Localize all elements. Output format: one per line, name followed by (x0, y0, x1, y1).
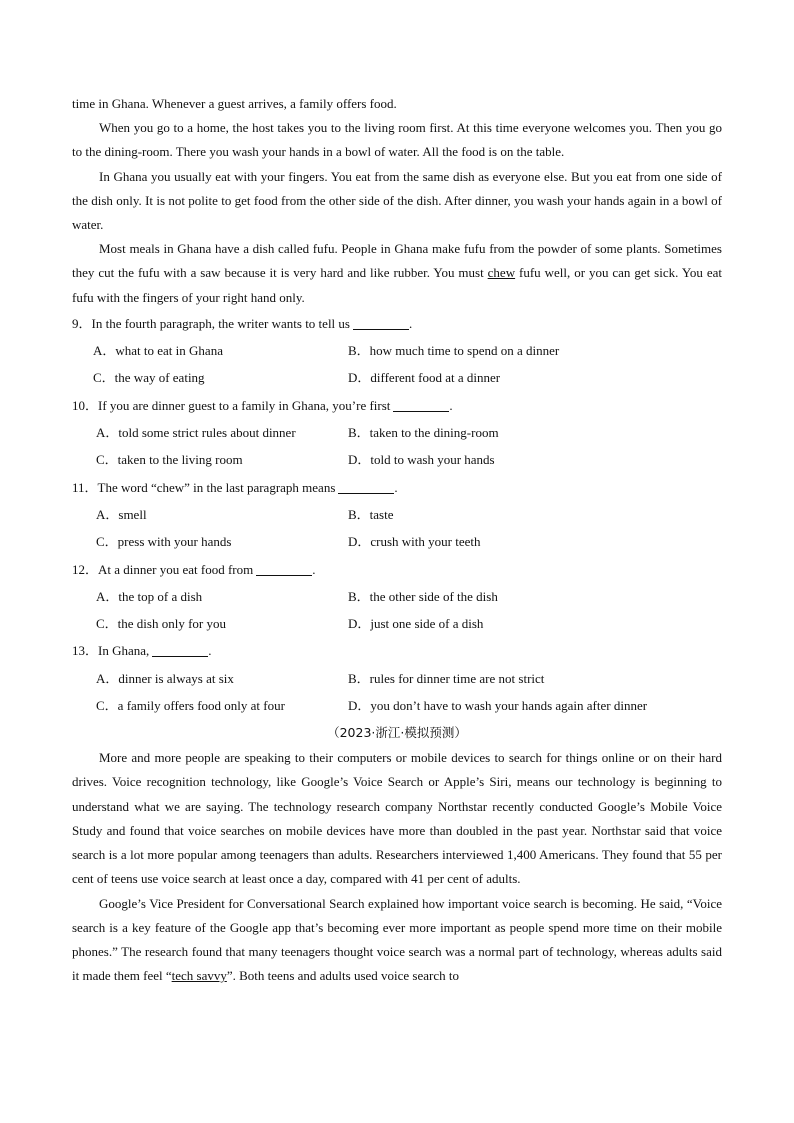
option-d[interactable]: D．crush with your teeth (348, 534, 481, 550)
option-b[interactable]: B．the other side of the dish (348, 588, 498, 604)
option-d[interactable]: D．just one side of a dish (348, 616, 484, 632)
question-9 (72, 310, 722, 392)
question-10 (72, 392, 722, 474)
underlined-phrase-tech-savvy: tech savvy (171, 968, 227, 984)
option-d[interactable]: D．different food at a dinner (348, 370, 501, 386)
option-a[interactable]: A．what to eat in Ghana (93, 343, 223, 359)
answer-blank (338, 481, 394, 494)
option-b[interactable]: B．taste (348, 506, 394, 522)
question-stem: 12．At a dinner you eat food from . (72, 561, 316, 577)
underlined-word-chew: chew (487, 265, 516, 281)
option-a[interactable]: A．told some strict rules about dinner (96, 425, 296, 441)
option-a[interactable]: A．dinner is always at six (96, 670, 234, 686)
option-c[interactable]: C．press with your hands (96, 534, 232, 550)
passage1-paragraph-0: time in Ghana. Whenever a guest arrives, a family offers food. (72, 96, 397, 111)
passage1-paragraph-1: When you go to a home, the host takes you to the living room first. At this time everyone welcomes you. Then you go to the dining-room. There you wash your hands in a bowl of water. All the food is on the table. (72, 120, 722, 160)
option-c[interactable]: C．the dish only for you (96, 616, 226, 632)
document-page (72, 92, 722, 988)
question-12 (72, 556, 722, 638)
option-c[interactable]: C．taken to the living room (96, 452, 243, 468)
question-stem: 13．In Ghana, . (72, 643, 212, 659)
question-11 (72, 474, 722, 556)
answer-blank (256, 563, 312, 576)
passage2-paragraph-1: More and more people are speaking to their computers or mobile devices to search for things online or on their hard drives. Voice recognition technology, like Google’s Voice Search or Apple’s Siri, means our technology is beginning to understand what we are saying. The technology research company Northstar recently conducted Google’s Mobile Voice Study and found that voice searches on mobile devices have more than doubled in the past year. Northstar said that voice search is a lot more popular among teenagers than adults. Researchers interviewed 1,400 Americans. They found that 55 per cent of teens use voice search at least once a day, compared with 41 per cent of adults. (72, 750, 722, 887)
passage2-paragraph-2: Google’s Vice President for Conversational Search explained how important voice search is becoming. He said, “Voice search is a key feature of the Google app that’s becoming ever more important as people spend more time on their mobile phones.” The research found that many teenagers thought voice search was a normal part of technology, whereas adults said it made them feel “tech savvy”. Both teens and adults used voice search to (72, 895, 722, 984)
answer-blank (353, 317, 409, 330)
option-a[interactable]: A．smell (96, 506, 147, 522)
option-c[interactable]: C．the way of eating (93, 370, 205, 386)
option-d[interactable]: D．you don’t have to wash your hands again after dinner (348, 697, 648, 713)
question-stem: 10．If you are dinner guest to a family in Ghana, you’re first . (72, 397, 453, 413)
question-stem: 9．In the fourth paragraph, the writer wants to tell us . (72, 315, 413, 331)
option-c[interactable]: C．a family offers food only at four (96, 697, 285, 713)
question-13 (72, 637, 722, 719)
passage1-paragraph-3: Most meals in Ghana have a dish called fufu. People in Ghana make fufu from the powder of some plants. Sometimes they cut the fufu with a saw because it is very hard and like rubber. You must chew fufu well, or you can get sick. You eat fufu with the fingers of your right hand only. (72, 241, 722, 305)
option-b[interactable]: B．taken to the dining-room (348, 425, 499, 441)
answer-blank (393, 399, 449, 412)
option-d[interactable]: D．told to wash your hands (348, 452, 495, 468)
source-label: （2023·浙江·模拟预测） (327, 725, 467, 741)
option-b[interactable]: B．rules for dinner time are not strict (348, 670, 545, 686)
option-b[interactable]: B．how much time to spend on a dinner (348, 343, 560, 359)
answer-blank (152, 644, 208, 657)
question-stem: 11．The word “chew” in the last paragraph means . (72, 479, 398, 495)
passage1-paragraph-2: In Ghana you usually eat with your fingers. You eat from the same dish as everyone else. But you eat from one side of the dish only. It is not polite to get food from the other side of the dish. After dinner, you wash your hands again in a bowl of water. (72, 168, 722, 233)
option-a[interactable]: A．the top of a dish (96, 588, 203, 604)
